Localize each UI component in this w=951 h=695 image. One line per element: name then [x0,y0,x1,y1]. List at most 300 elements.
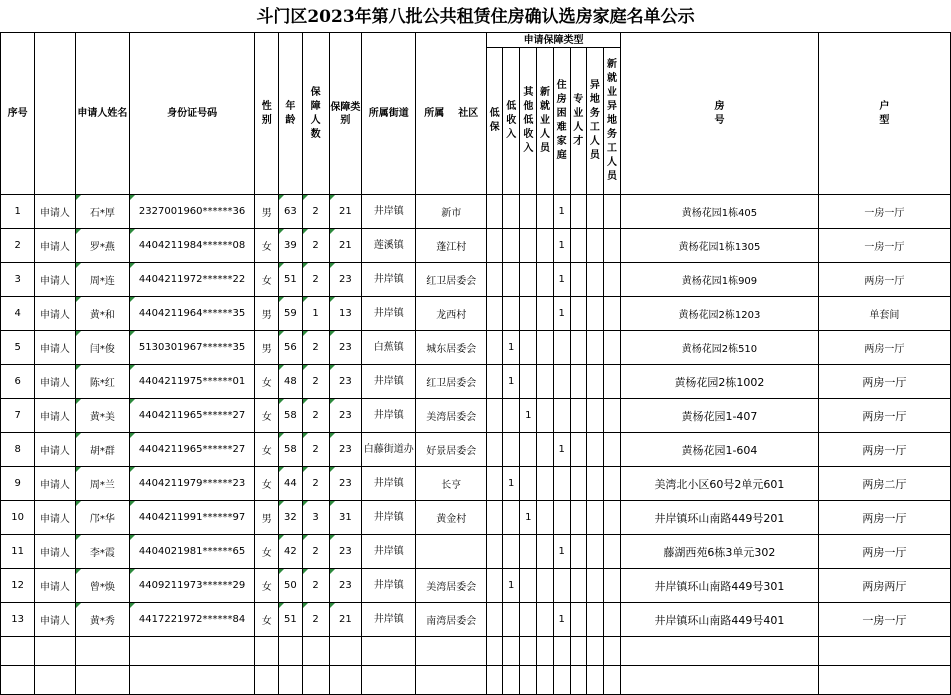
cell-seq: 9 [1,467,35,501]
cell-type-dibao [487,399,503,433]
header-type-dibao: 低保 [487,48,503,195]
cell-type-new-employee [537,535,553,569]
cell-layout: 两房一厅 [818,501,950,535]
cell-type-other-low-income: 1 [520,501,537,535]
cell-layout: 单套间 [818,297,950,331]
cell-community: 好景居委会 [416,433,487,467]
cell-applicant-name: 黄*美 [75,399,129,433]
cell-type-migrant-worker [586,263,603,297]
empty-cell [537,666,553,695]
cell-category: 23 [329,399,361,433]
cell-community: 美湾居委会 [416,569,487,603]
cell-type-low-income: 1 [503,569,520,603]
cell-id-number: 4404211964******35 [130,297,255,331]
cell-type-migrant-worker [586,195,603,229]
cell-gender: 女 [255,229,279,263]
cell-type-new-migrant [603,433,620,467]
cell-type-professional [570,433,586,467]
header-seq: 序号 [1,33,35,195]
cell-seq: 13 [1,603,35,637]
cell-type-professional [570,297,586,331]
cell-type-other-low-income [520,263,537,297]
cell-type-housing-difficulty [553,365,570,399]
cell-street: 白藤街道办 [361,433,415,467]
cell-street: 井岸镇 [361,467,415,501]
cell-type-dibao [487,263,503,297]
cell-community [416,535,487,569]
cell-type-other-low-income [520,433,537,467]
empty-cell [35,666,75,695]
cell-street: 井岸镇 [361,263,415,297]
table-row [1,433,951,467]
cell-household-size: 2 [302,263,329,297]
cell-type-dibao [487,331,503,365]
empty-cell [361,666,415,695]
cell-id-number: 4404211984******08 [130,229,255,263]
cell-age: 48 [279,365,302,399]
table-row [1,569,951,603]
cell-age: 59 [279,297,302,331]
table-row [1,535,951,569]
cell-type-low-income [503,603,520,637]
cell-street: 莲溪镇 [361,229,415,263]
cell-applicant-name: 李*霞 [75,535,129,569]
empty-row [1,666,951,695]
header-type-group: 申请保障类型 [487,33,621,48]
cell-seq: 7 [1,399,35,433]
cell-room: 黄杨花园2栋1002 [621,365,819,399]
cell-room: 井岸镇环山南路449号201 [621,501,819,535]
cell-type-new-migrant [603,229,620,263]
header-type-new-migrant: 新就业异地务工人员 [603,48,620,195]
empty-cell [537,637,553,666]
empty-cell [621,666,819,695]
cell-id-number: 2327001960******36 [130,195,255,229]
cell-type-professional [570,263,586,297]
cell-type-low-income [503,297,520,331]
cell-gender: 女 [255,263,279,297]
cell-applicant-name: 陈*红 [75,365,129,399]
cell-layout: 两房两厅 [818,569,950,603]
cell-category: 23 [329,331,361,365]
cell-room: 美湾北小区60号2单元601 [621,467,819,501]
empty-cell [570,666,586,695]
cell-community: 龙西村 [416,297,487,331]
cell-role: 申请人 [35,603,75,637]
cell-category: 23 [329,569,361,603]
cell-community: 黄金村 [416,501,487,535]
cell-type-new-migrant [603,263,620,297]
cell-layout: 一房一厅 [818,603,950,637]
cell-room: 黄杨花园1栋909 [621,263,819,297]
empty-cell [255,666,279,695]
cell-type-new-migrant [603,365,620,399]
cell-household-size: 1 [302,297,329,331]
cell-type-new-migrant [603,569,620,603]
cell-community: 蓬江村 [416,229,487,263]
cell-household-size: 2 [302,399,329,433]
cell-type-migrant-worker [586,501,603,535]
cell-gender: 女 [255,433,279,467]
empty-cell [279,637,302,666]
empty-cell [75,666,129,695]
cell-category: 21 [329,195,361,229]
cell-household-size: 2 [302,229,329,263]
table-row [1,229,951,263]
empty-cell [586,637,603,666]
cell-age: 58 [279,399,302,433]
cell-type-migrant-worker [586,229,603,263]
cell-age: 42 [279,535,302,569]
cell-room: 黄杨花园1栋405 [621,195,819,229]
cell-applicant-name: 石*厚 [75,195,129,229]
cell-age: 44 [279,467,302,501]
table-row [1,195,951,229]
cell-age: 51 [279,263,302,297]
cell-type-low-income: 1 [503,467,520,501]
cell-type-new-employee [537,195,553,229]
cell-type-new-employee [537,263,553,297]
cell-category: 31 [329,501,361,535]
empty-cell [35,637,75,666]
cell-type-dibao [487,433,503,467]
cell-category: 23 [329,535,361,569]
empty-cell [621,637,819,666]
cell-room: 黄杨花园1-604 [621,433,819,467]
cell-type-new-employee [537,331,553,365]
cell-seq: 5 [1,331,35,365]
cell-room: 井岸镇环山南路449号401 [621,603,819,637]
cell-type-new-employee [537,501,553,535]
empty-cell [1,666,35,695]
cell-gender: 女 [255,365,279,399]
cell-layout: 两房一厅 [818,535,950,569]
cell-type-new-employee [537,433,553,467]
cell-type-housing-difficulty [553,467,570,501]
cell-seq: 2 [1,229,35,263]
cell-seq: 11 [1,535,35,569]
cell-type-housing-difficulty: 1 [553,195,570,229]
cell-street: 井岸镇 [361,501,415,535]
cell-type-migrant-worker [586,569,603,603]
empty-cell [520,666,537,695]
cell-type-housing-difficulty: 1 [553,433,570,467]
empty-cell [586,666,603,695]
cell-type-migrant-worker [586,433,603,467]
cell-street: 井岸镇 [361,535,415,569]
cell-type-professional [570,569,586,603]
cell-type-new-migrant [603,399,620,433]
cell-type-other-low-income [520,569,537,603]
empty-cell [570,637,586,666]
cell-type-migrant-worker [586,467,603,501]
cell-household-size: 3 [302,501,329,535]
cell-role: 申请人 [35,535,75,569]
empty-cell [130,637,255,666]
empty-cell [818,637,950,666]
empty-cell [416,666,487,695]
cell-room: 黄杨花园1栋1305 [621,229,819,263]
cell-street: 井岸镇 [361,603,415,637]
cell-type-new-migrant [603,195,620,229]
empty-cell [302,666,329,695]
cell-type-professional [570,195,586,229]
cell-layout: 两房二厅 [818,467,950,501]
header-category: 保障类别 [329,33,361,195]
header-street: 所属街道 [361,33,415,195]
empty-cell [1,637,35,666]
cell-type-other-low-income [520,229,537,263]
cell-layout: 两房一厅 [818,433,950,467]
cell-type-dibao [487,365,503,399]
cell-type-professional [570,535,586,569]
empty-cell [487,637,503,666]
cell-age: 39 [279,229,302,263]
cell-role: 申请人 [35,263,75,297]
empty-cell [255,637,279,666]
header-age: 年龄 [279,33,302,195]
cell-household-size: 2 [302,433,329,467]
cell-age: 58 [279,433,302,467]
cell-room: 藤湖西苑6栋3单元302 [621,535,819,569]
cell-applicant-name: 邝*华 [75,501,129,535]
cell-household-size: 2 [302,331,329,365]
cell-street: 井岸镇 [361,569,415,603]
cell-type-new-employee [537,229,553,263]
cell-type-other-low-income [520,603,537,637]
cell-community: 长亨 [416,467,487,501]
cell-type-low-income [503,433,520,467]
cell-type-migrant-worker [586,297,603,331]
cell-category: 23 [329,433,361,467]
cell-age: 51 [279,603,302,637]
cell-type-new-employee [537,399,553,433]
header-type-other-low-income: 其他低收入 [520,48,537,195]
cell-type-dibao [487,297,503,331]
cell-category: 23 [329,467,361,501]
header-type-low-income: 低收入 [503,48,520,195]
cell-category: 21 [329,603,361,637]
table-row [1,331,951,365]
header-applicant-name: 申请人姓名 [75,33,129,195]
header-type-professional: 专业人才 [570,48,586,195]
cell-room: 黄杨花园1-407 [621,399,819,433]
empty-cell [487,666,503,695]
cell-id-number: 4404211979******23 [130,467,255,501]
cell-type-other-low-income [520,467,537,501]
cell-seq: 1 [1,195,35,229]
cell-street: 井岸镇 [361,297,415,331]
cell-household-size: 2 [302,365,329,399]
cell-seq: 6 [1,365,35,399]
empty-cell [416,637,487,666]
cell-type-new-employee [537,569,553,603]
cell-role: 申请人 [35,297,75,331]
cell-type-professional [570,331,586,365]
cell-community: 美湾居委会 [416,399,487,433]
cell-gender: 男 [255,331,279,365]
empty-cell [329,637,361,666]
empty-cell [503,637,520,666]
cell-age: 32 [279,501,302,535]
cell-layout: 两房一厅 [818,263,950,297]
cell-street: 井岸镇 [361,195,415,229]
cell-role: 申请人 [35,229,75,263]
cell-type-other-low-income [520,195,537,229]
cell-type-migrant-worker [586,399,603,433]
cell-type-housing-difficulty: 1 [553,535,570,569]
header-layout: 户型 [818,33,950,195]
empty-cell [75,637,129,666]
header-id-number: 身份证号码 [130,33,255,195]
table-row [1,467,951,501]
cell-applicant-name: 周*连 [75,263,129,297]
cell-type-migrant-worker [586,603,603,637]
table-row [1,399,951,433]
table-row [1,263,951,297]
empty-cell [603,666,620,695]
cell-street: 白蕉镇 [361,331,415,365]
cell-id-number: 4404211965******27 [130,433,255,467]
cell-seq: 12 [1,569,35,603]
cell-type-dibao [487,467,503,501]
cell-applicant-name: 胡*群 [75,433,129,467]
cell-community: 南湾居委会 [416,603,487,637]
cell-applicant-name: 罗*燕 [75,229,129,263]
cell-type-professional [570,229,586,263]
empty-cell [279,666,302,695]
header-community: 所属 社区 [416,33,487,195]
cell-type-housing-difficulty [553,501,570,535]
cell-applicant-name: 周*兰 [75,467,129,501]
cell-seq: 8 [1,433,35,467]
cell-id-number: 4409211973******29 [130,569,255,603]
cell-layout: 一房一厅 [818,229,950,263]
cell-applicant-name: 闫*俊 [75,331,129,365]
cell-layout: 两房一厅 [818,399,950,433]
cell-seq: 4 [1,297,35,331]
cell-type-housing-difficulty: 1 [553,263,570,297]
cell-type-low-income: 1 [503,365,520,399]
cell-household-size: 2 [302,467,329,501]
cell-applicant-name: 曾*焕 [75,569,129,603]
cell-applicant-name: 黄*秀 [75,603,129,637]
cell-id-number: 4404211975******01 [130,365,255,399]
cell-seq: 3 [1,263,35,297]
applicant-table [0,32,951,695]
cell-community: 新市 [416,195,487,229]
empty-cell [361,637,415,666]
cell-role: 申请人 [35,399,75,433]
cell-id-number: 4417221972******84 [130,603,255,637]
cell-type-new-migrant [603,467,620,501]
empty-cell [603,637,620,666]
empty-cell [553,637,570,666]
empty-cell [130,666,255,695]
header-household-size: 保障人数 [302,33,329,195]
cell-age: 63 [279,195,302,229]
cell-applicant-name: 黄*和 [75,297,129,331]
cell-room: 黄杨花园2栋510 [621,331,819,365]
cell-gender: 女 [255,467,279,501]
cell-id-number: 5130301967******35 [130,331,255,365]
cell-type-housing-difficulty [553,399,570,433]
cell-street: 井岸镇 [361,365,415,399]
cell-type-low-income [503,229,520,263]
cell-id-number: 4404021981******65 [130,535,255,569]
cell-type-low-income: 1 [503,331,520,365]
cell-type-new-employee [537,603,553,637]
cell-role: 申请人 [35,467,75,501]
cell-age: 56 [279,331,302,365]
cell-type-professional [570,365,586,399]
cell-type-low-income [503,535,520,569]
cell-age: 50 [279,569,302,603]
cell-type-professional [570,467,586,501]
cell-community: 红卫居委会 [416,365,487,399]
cell-community: 红卫居委会 [416,263,487,297]
cell-role: 申请人 [35,195,75,229]
cell-type-dibao [487,195,503,229]
cell-type-housing-difficulty: 1 [553,229,570,263]
cell-type-new-employee [537,467,553,501]
cell-gender: 女 [255,569,279,603]
cell-id-number: 4404211972******22 [130,263,255,297]
cell-gender: 男 [255,195,279,229]
cell-type-dibao [487,229,503,263]
cell-role: 申请人 [35,501,75,535]
cell-type-other-low-income: 1 [520,399,537,433]
cell-type-professional [570,399,586,433]
cell-layout: 一房一厅 [818,195,950,229]
cell-street: 井岸镇 [361,399,415,433]
cell-type-low-income [503,263,520,297]
cell-type-dibao [487,535,503,569]
cell-type-housing-difficulty [553,331,570,365]
cell-type-low-income [503,195,520,229]
cell-room: 井岸镇环山南路449号301 [621,569,819,603]
page-title: 斗门区2023年第八批公共租赁住房确认选房家庭名单公示 [256,7,695,27]
cell-seq: 10 [1,501,35,535]
empty-cell [302,637,329,666]
table-row [1,365,951,399]
cell-layout: 两房一厅 [818,365,950,399]
cell-type-new-migrant [603,535,620,569]
cell-type-other-low-income [520,331,537,365]
header-room: 房号 [621,33,819,195]
header-type-housing-difficulty: 住房困难家庭 [553,48,570,195]
cell-type-other-low-income [520,365,537,399]
empty-row [1,637,951,666]
empty-cell [553,666,570,695]
cell-id-number: 4404211965******27 [130,399,255,433]
cell-role: 申请人 [35,365,75,399]
cell-gender: 男 [255,297,279,331]
cell-type-new-migrant [603,331,620,365]
cell-type-housing-difficulty: 1 [553,297,570,331]
cell-category: 23 [329,263,361,297]
cell-type-new-employee [537,297,553,331]
empty-cell [818,666,950,695]
table-row [1,297,951,331]
cell-type-low-income [503,399,520,433]
cell-layout: 两房一厅 [818,331,950,365]
header-type-new-employee: 新就业人员 [537,48,553,195]
cell-household-size: 2 [302,535,329,569]
cell-role: 申请人 [35,569,75,603]
header-gender: 性别 [255,33,279,195]
cell-type-other-low-income [520,297,537,331]
